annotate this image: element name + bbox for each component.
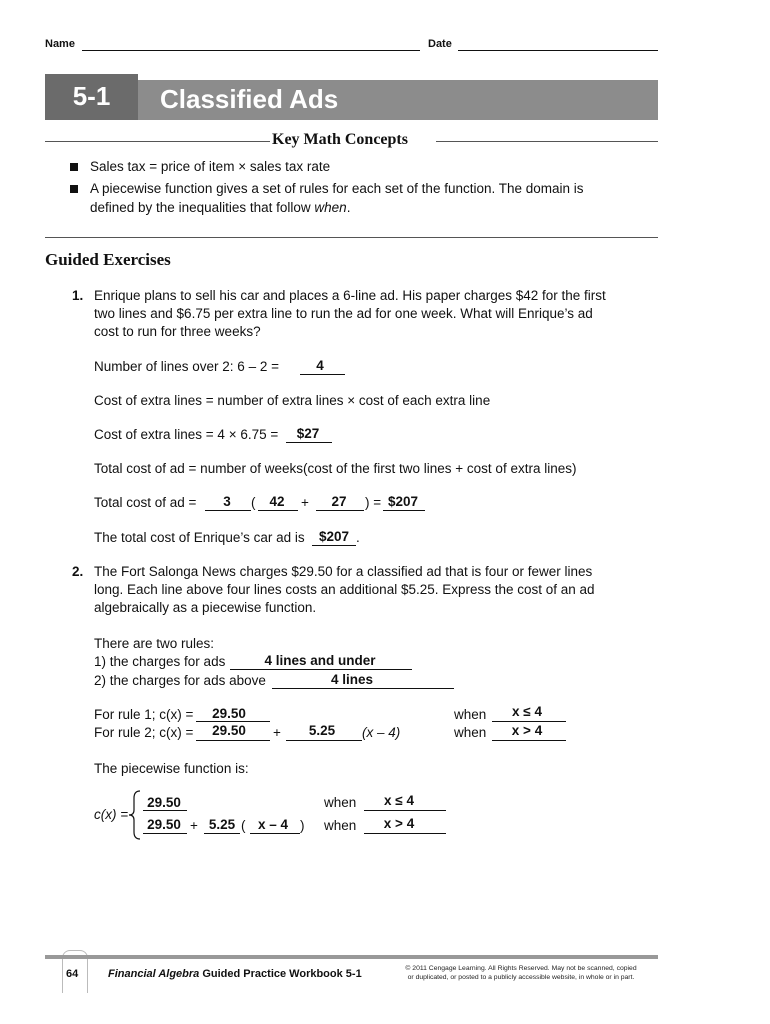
step-label: when xyxy=(324,795,357,810)
punctuation: . xyxy=(356,530,360,545)
expression: (x – 4) xyxy=(362,725,401,740)
answer-blank[interactable] xyxy=(312,545,356,546)
paren: ( xyxy=(251,495,256,510)
answer-blank[interactable] xyxy=(230,669,412,670)
lesson-number: 5-1 xyxy=(45,74,138,120)
exercise-text: two lines and $6.75 per extra line to run the ad for one week. What will Enrique’s ad xyxy=(94,306,593,321)
answer-blank[interactable] xyxy=(286,740,362,741)
answer-blank[interactable] xyxy=(250,833,300,834)
date-label: Date xyxy=(428,38,452,50)
step-label: when xyxy=(454,707,487,722)
answer-blank[interactable] xyxy=(492,740,566,741)
date-field[interactable] xyxy=(458,50,658,51)
concept-item-cont: defined by the inequalities that follow when. xyxy=(90,200,351,215)
exercise-text: algebraically as a piecewise function. xyxy=(94,600,317,615)
bullet-icon xyxy=(70,163,78,171)
answer-blank[interactable] xyxy=(492,721,566,722)
step-label: Cost of extra lines = number of extra lines × cost of each extra line xyxy=(94,393,491,408)
answer-blank[interactable] xyxy=(204,833,240,834)
name-field[interactable] xyxy=(82,50,420,51)
copyright: © 2011 Cengage Learning. All Rights Reserved. May not be scanned, copied or duplicated, or posted to a publicly accessible website, in whole or in part. xyxy=(405,965,637,981)
exercise-text: cost to run for three weeks? xyxy=(94,324,261,339)
answer-value: $207 xyxy=(318,529,350,544)
step-label: 1) the charges for ads xyxy=(94,654,226,669)
paren: ) xyxy=(300,818,305,833)
step-label: Total cost of ad = xyxy=(94,495,197,510)
answer-value: 27 xyxy=(331,494,347,509)
footer-rule xyxy=(45,955,658,959)
concept-item: Sales tax = price of item × sales tax rate xyxy=(90,159,331,174)
answer-value: $207 xyxy=(387,494,419,509)
answer-value: 29.50 xyxy=(147,795,181,810)
answer-value: x > 4 xyxy=(511,723,543,738)
step-label: Total cost of ad = number of weeks(cost of the first two lines + cost of extra lines) xyxy=(94,461,577,476)
answer-blank[interactable] xyxy=(258,510,298,511)
guided-heading: Guided Exercises xyxy=(45,250,171,269)
answer-value: x > 4 xyxy=(383,816,415,831)
lesson-title: Classified Ads xyxy=(160,84,339,114)
answer-value: 4 lines and under xyxy=(264,653,376,668)
page-number: 64 xyxy=(66,968,79,980)
bullet-icon xyxy=(70,185,78,193)
answer-value: x ≤ 4 xyxy=(512,704,542,719)
step-label: Cost of extra lines = 4 × 6.75 = xyxy=(94,427,279,442)
answer-value: x ≤ 4 xyxy=(384,793,414,808)
answer-blank[interactable] xyxy=(205,510,251,511)
answer-blank[interactable] xyxy=(272,688,454,689)
answer-value: 29.50 xyxy=(212,723,246,738)
step-label: 2) the charges for ads above xyxy=(94,673,266,688)
step-label: when xyxy=(324,818,357,833)
divider xyxy=(436,141,658,142)
concept-item: A piecewise function gives a set of rules for each set of the function. The domain is xyxy=(90,181,584,196)
paren: ( xyxy=(241,818,246,833)
answer-value: 29.50 xyxy=(212,706,246,721)
operator: + xyxy=(273,725,281,740)
operator: + xyxy=(301,495,309,510)
answer-value: 4 xyxy=(316,358,324,373)
step-label: For rule 1; c(x) = xyxy=(94,707,194,722)
answer-blank[interactable] xyxy=(316,510,364,511)
answer-value: 4 lines xyxy=(330,672,374,687)
answer-value: 5.25 xyxy=(308,723,336,738)
answer-blank[interactable] xyxy=(286,442,332,443)
divider xyxy=(45,141,270,142)
answer-blank[interactable] xyxy=(196,721,270,722)
step-label: For rule 2; c(x) = xyxy=(94,725,194,740)
answer-blank[interactable] xyxy=(143,810,187,811)
step-label: The total cost of Enrique’s car ad is xyxy=(94,530,305,545)
answer-value: 42 xyxy=(269,494,285,509)
step-label: The piecewise function is: xyxy=(94,761,249,776)
exercise-text: Enrique plans to sell his car and places a 6-line ad. His paper charges $42 for the first xyxy=(94,288,606,303)
answer-value: x – 4 xyxy=(257,817,289,832)
operator: ) = xyxy=(365,495,382,510)
step-label: Number of lines over 2: 6 – 2 = xyxy=(94,359,279,374)
answer-blank[interactable] xyxy=(300,374,345,375)
answer-value: 5.25 xyxy=(208,817,236,832)
operator: + xyxy=(190,818,198,833)
answer-value: 3 xyxy=(223,494,231,509)
answer-blank[interactable] xyxy=(364,810,446,811)
step-label: There are two rules: xyxy=(94,636,215,651)
answer-value: 29.50 xyxy=(147,817,181,832)
brace-icon xyxy=(128,790,142,840)
step-label: when xyxy=(454,725,487,740)
book-title: Financial Algebra Guided Practice Workbook 5-1 xyxy=(108,968,362,980)
divider xyxy=(45,237,658,238)
concepts-heading: Key Math Concepts xyxy=(272,131,408,148)
answer-value: $27 xyxy=(296,426,320,441)
answer-blank[interactable] xyxy=(364,833,446,834)
function-name: c(x) = xyxy=(94,807,129,822)
exercise-text: The Fort Salonga News charges $29.50 for a classified ad that is four or fewer lines xyxy=(94,564,593,579)
exercise-number: 1. xyxy=(72,288,84,303)
exercise-number: 2. xyxy=(72,564,84,579)
name-label: Name xyxy=(45,38,75,50)
answer-blank[interactable] xyxy=(143,833,187,834)
answer-blank[interactable] xyxy=(383,510,425,511)
exercise-text: long. Each line above four lines costs an additional $5.25. Express the cost of an ad xyxy=(94,582,595,597)
answer-blank[interactable] xyxy=(196,740,270,741)
